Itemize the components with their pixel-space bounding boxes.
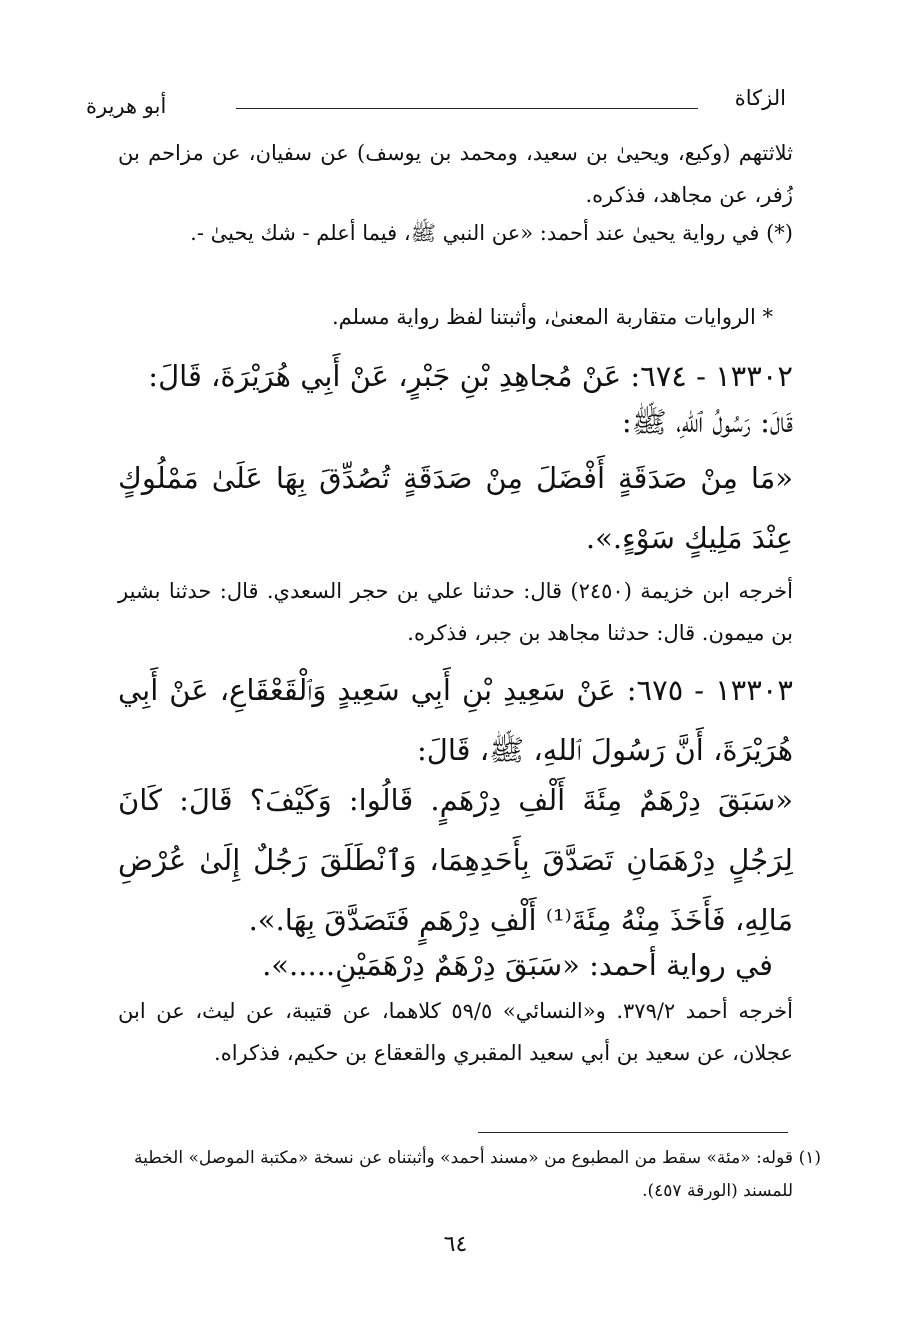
hadith-intro: قَالَ: رَسُولُ ٱللهِ، ﷺ: <box>621 405 793 439</box>
page-number: ٦٤ <box>443 1232 468 1257</box>
footnote-number: (١) <box>798 1148 821 1168</box>
paragraph: * الروايات متقاربة المعنىٰ، وأثبتنا لفظ رواية مسلم. <box>332 305 773 329</box>
paragraph: (*) في رواية يحيىٰ عند أحمد: «عن النبي ﷺ، فيما أعلم - شك يحيىٰ -. <box>190 221 793 245</box>
footnote-rule <box>478 1132 788 1133</box>
companion-name: أبو هريرة <box>86 94 167 118</box>
paragraph: أخرجه أحمد ٣٧٩/٢. و«النسائي» ٥٩/٥ كلاهما، عن قتيبة، عن ليث، عن ابن عجلان، عن سعيد بن أبي سعيد المقبري والقعقاع بن حكيم، فذكراه. <box>118 999 793 1065</box>
header-rule <box>236 108 698 109</box>
hadith-variant: في رواية أحمد: «سَبَقَ دِرْهَمٌ دِرْهَمَيْنِ.....». <box>262 948 773 982</box>
chapter-title: الزكاة <box>734 86 786 110</box>
footnote-text: قوله: «مئة» سقط من المطبوع من «مسند أحمد» وأثبتناه عن نسخة «مكتبة الموصل» الخطية للمسند (الورقة ٤٥٧). <box>133 1148 793 1201</box>
running-header <box>86 86 786 120</box>
paragraph: ثلاثتهم (وكيع، ويحيىٰ بن سعيد، ومحمد بن يوسف) عن سفيان، عن مزاحم بن زُفر، عن مجاهد، فذكره. <box>118 141 793 207</box>
paragraph: أخرجه ابن خزيمة (٢٤٥٠) قال: حدثنا علي بن حجر السعدي. قال: حدثنا بشير بن ميمون. قال: حدثنا مجاهد بن جبر، فذكره. <box>118 579 793 645</box>
hadith-text: «سَبَقَ دِرْهَمٌ مِئَةَ أَلْفِ دِرْهَمٍ. قَالُوا: وَكَيْفَ؟ قَالَ: كَانَ لِرَجُلٍ دِرْهَمَانِ تَصَدَّقَ بِأَحَدِهِمَا، وَٱنْطَلَقَ رَجُلٌ إِلَىٰ عُرْضِ مَالِهِ، فَأَخَذَ مِنْهُ مِئَةَ⁽¹⁾ أَلْفِ دِرْهَمٍ فَتَصَدَّقَ بِهَا.». <box>118 783 793 937</box>
hadith-text: «مَا مِنْ صَدَقَةٍ أَفْضَلَ مِنْ صَدَقَةٍ تُصُدِّقَ بِهَا عَلَىٰ مَمْلُوكٍ عِنْدَ مَلِيكٍ سَوْءٍ.». <box>118 461 793 555</box>
hadith-heading: ١٣٣٠٢ - ٦٧٤: عَنْ مُجاهِدِ بْنِ جَبْرٍ، عَنْ أَبِي هُرَيْرَةَ، قَالَ: <box>148 359 793 393</box>
hadith-heading: ١٣٣٠٣ - ٦٧٥: عَنْ سَعِيدِ بْنِ أَبِي سَعِيدٍ وَٱلْقَعْقَاعِ، عَنْ أَبِي هُرَيْرَةَ، أَنَّ رَسُولَ ٱللهِ، ﷺ، قَالَ: <box>118 673 793 767</box>
